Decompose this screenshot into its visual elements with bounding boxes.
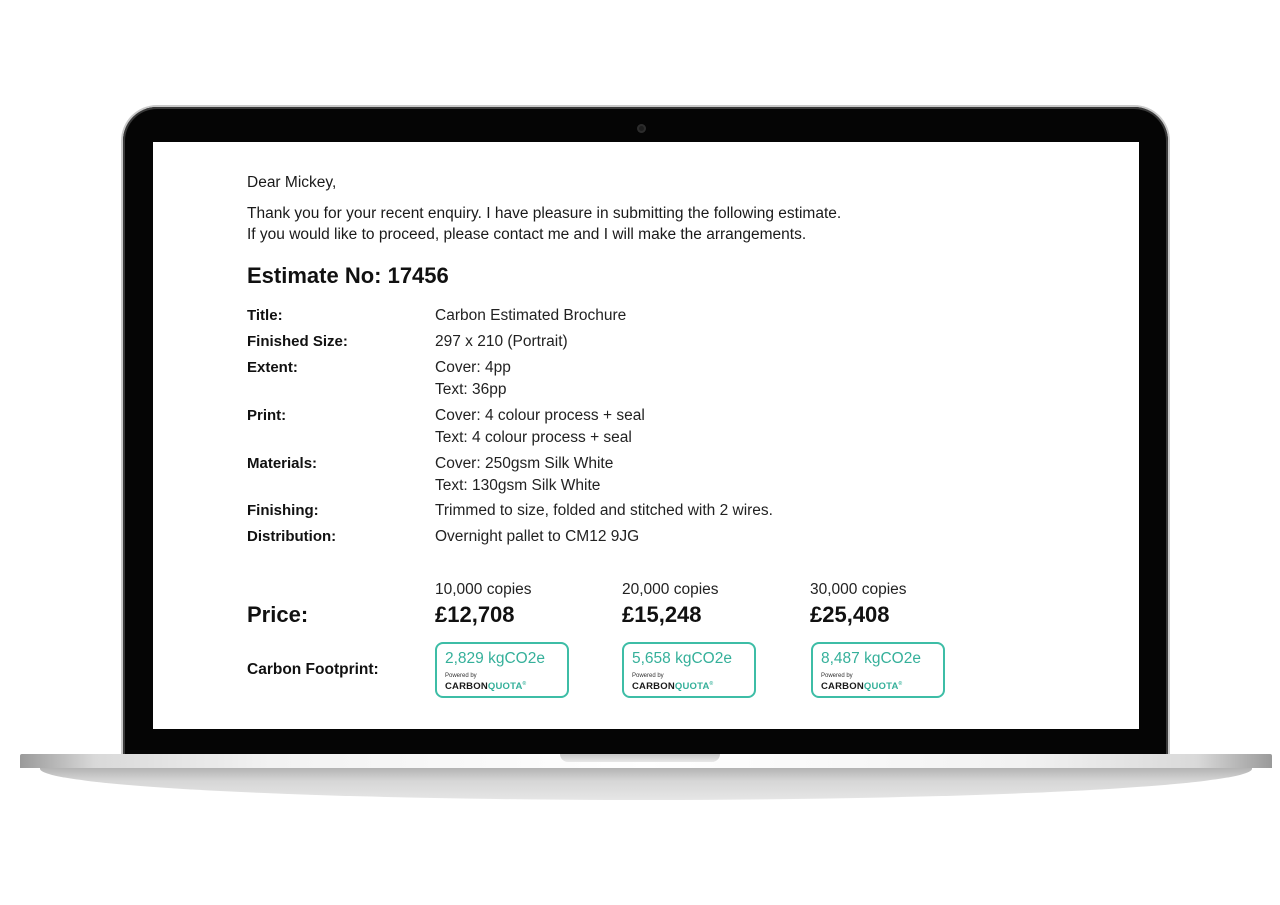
price-option-1: £12,708 — [435, 602, 515, 627]
spec-value-line: 297 x 210 (Portrait) — [435, 333, 568, 350]
spec-value-print — [435, 405, 645, 448]
powered-by-label: Powered by — [445, 673, 477, 679]
powered-by-label: Powered by — [632, 673, 664, 679]
spec-value-line: Carbon Estimated Brochure — [435, 307, 627, 324]
spec-value-finishing — [435, 500, 773, 522]
laptop-base-underside — [40, 768, 1252, 800]
intro-line-1: Thank you for your recent enquiry. I have pleasure in submitting the following estimate. — [247, 205, 842, 222]
carbon-quota-logo: CARBONQUOTA® — [445, 681, 527, 692]
carbon-badge-option-1[interactable] — [435, 642, 569, 698]
spec-value-extent — [435, 357, 511, 400]
price-option-3: £25,408 — [810, 602, 890, 627]
greeting: Dear Mickey, — [247, 174, 337, 191]
carbon-quota-logo: CARBONQUOTA® — [632, 681, 714, 692]
spec-value-line: Trimmed to size, folded and stitched with 2 wires. — [435, 502, 773, 519]
spec-value-line: Cover: 4 colour process + seal — [435, 407, 645, 424]
price-label: Price: — [247, 602, 309, 627]
spec-value-line: Text: 4 colour process + seal — [435, 428, 632, 446]
spec-value-line: Cover: 4pp — [435, 359, 511, 376]
price-option-2: £15,248 — [622, 602, 702, 627]
spec-value-distribution — [435, 526, 639, 548]
carbon-quota-logo: CARBONQUOTA® — [821, 681, 903, 692]
webcam-icon — [637, 124, 646, 133]
laptop-screen — [153, 142, 1139, 729]
spec-value-line: Text: 36pp — [435, 380, 507, 398]
spec-label-distribution: Distribution: — [247, 528, 337, 545]
carbon-value: 8,487 kgCO2e — [821, 650, 921, 667]
spec-value-title — [435, 305, 626, 327]
spec-value-line: Overnight pallet to CM12 9JG — [435, 528, 640, 545]
copies-option-3: 30,000 copies — [810, 581, 907, 598]
spec-value-line: Text: 130gsm Silk White — [435, 476, 601, 494]
intro-line-2: If you would like to proceed, please contact me and I will make the arrangements. — [247, 226, 807, 243]
spec-label-title: Title: — [247, 307, 283, 324]
spec-value-line: Cover: 250gsm Silk White — [435, 455, 614, 472]
carbon-badge-option-3[interactable] — [811, 642, 945, 698]
copies-option-1: 10,000 copies — [435, 581, 532, 598]
spec-value-finished-size — [435, 331, 568, 353]
laptop-base-notch — [560, 754, 720, 762]
carbon-value: 2,829 kgCO2e — [445, 650, 545, 667]
spec-label-materials: Materials: — [247, 455, 318, 472]
carbon-value: 5,658 kgCO2e — [632, 650, 732, 667]
spec-label-extent: Extent: — [247, 359, 298, 376]
spec-label-finishing: Finishing: — [247, 502, 319, 519]
copies-option-2: 20,000 copies — [622, 581, 719, 598]
spec-value-materials — [435, 453, 613, 496]
powered-by-label: Powered by — [821, 673, 853, 679]
carbon-footprint-label: Carbon Footprint: — [247, 661, 379, 678]
spec-label-print: Print: — [247, 407, 287, 424]
spec-label-finished-size: Finished Size: — [247, 333, 348, 350]
estimate-title: Estimate No: 17456 — [247, 263, 449, 288]
carbon-badge-option-2[interactable] — [622, 642, 756, 698]
